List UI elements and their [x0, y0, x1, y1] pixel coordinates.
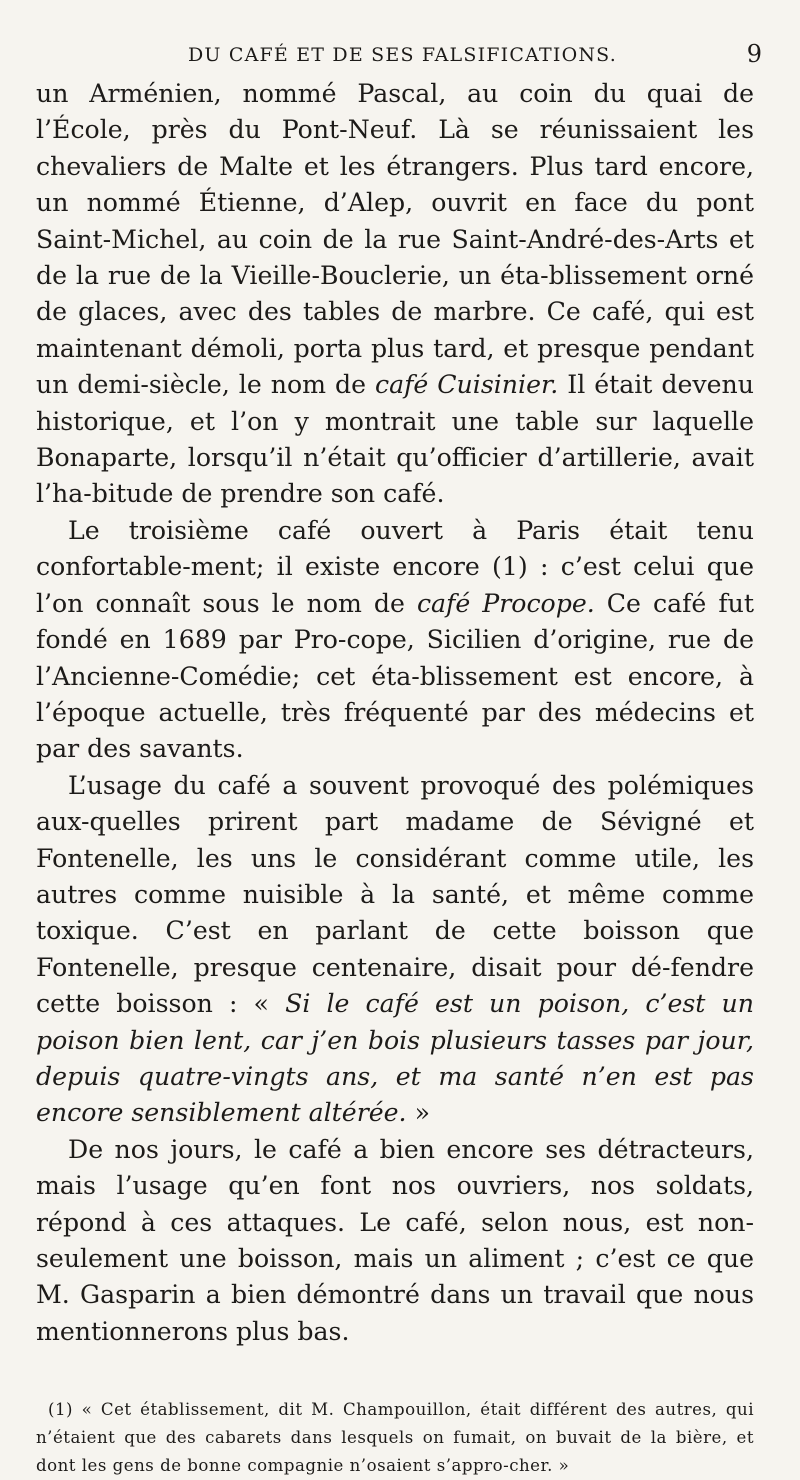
quote-close-mark: » — [406, 1098, 430, 1128]
body-text — [36, 76, 754, 1350]
paragraph-procope — [36, 513, 754, 768]
footnote-text: « Cet établissement, dit M. Champouillon, était différent des autres, qui n’étaient que des cabarets dans lesquels on fumait, on buvait de la bière, et dont les gens de bonne compagnie n’osaient s’appro-cher. » — [36, 1400, 754, 1476]
paragraph-3-text: L’usage du café a souvent provoqué des polémiques aux-quelles prirent part madame de Sévigné et Fontenelle, les uns le considérant comme utile, les autres comme nuisible à la santé, et même comme toxique. C’est en parlant de cette boisson que Fontenelle, presque centenaire, disait pour dé-fendre cette boisson : — [36, 770, 754, 1019]
quote-open-mark: « — [237, 989, 286, 1019]
footnote — [36, 1396, 754, 1480]
paragraph-1-tail: Il était devenu historique, et l’on y montrait une table sur laquelle Bonaparte, lorsqu’il n’était qu’officier d’artillerie, avait l’ha-bitude de prendre son café. — [36, 370, 754, 509]
cafe-cuisinier-italic: café Cuisinier. — [374, 370, 559, 400]
paragraph-pascal-cafe — [36, 76, 754, 513]
paragraph-1-text: un Arménien, nommé Pascal, au coin du quai de l’École, près du Pont-Neuf. Là se réunissaient les chevaliers de Malte et les étrangers. Plus tard encore, un nommé Étienne, d’Alep, ouvrit en face du pont Saint-Michel, au coin de la rue Saint-André-des-Arts et de la rue de la Vieille-Bouclerie, un éta-blissement orné de glaces, avec des tables de marbre. Ce café, qui est maintenant démoli, porta plus tard, et presque pendant un demi-siècle, le nom de — [36, 79, 754, 400]
paragraph-2-tail: Ce café fut fondé en 1689 par Pro-cope, Sicilien d’origine, rue de l’Ancienne-Comédie; cet éta-blissement est encore, à l’époque actuelle, très fréquenté par des médecins et par des savants. — [36, 588, 754, 764]
running-title: DU CAFÉ ET DE SES FALSIFICATIONS. — [188, 44, 617, 66]
cafe-procope-italic: café Procope. — [416, 588, 595, 618]
page-number: 9 — [746, 40, 762, 68]
running-head — [36, 36, 762, 76]
fontenelle-quote: Si le café est un poison, c’est un poison bien lent, car j’en bois plusieurs tasses par jour, depuis quatre-vingts ans, et ma santé n’en est pas encore sensiblement altérée. — [36, 989, 754, 1128]
paragraph-polemics — [36, 768, 754, 1132]
paragraph-2-text: Le troisième café ouvert à Paris était tenu confortable-ment; il existe encore (1) : c’est celui que l’on connaît sous le nom de — [36, 515, 754, 618]
paragraph-4-text: De nos jours, le café a bien encore ses détracteurs, mais l’usage qu’en font nos ouvriers, nos soldats, répond à ces attaques. Le café, selon nous, est non-seulement une boisson, mais un aliment ; c’est ce que M. Gasparin a bien démontré dans un travail que nous mentionnerons plus bas. — [36, 1134, 754, 1346]
footnote-marker: (1) — [48, 1400, 74, 1420]
paragraph-detractors — [36, 1132, 754, 1350]
